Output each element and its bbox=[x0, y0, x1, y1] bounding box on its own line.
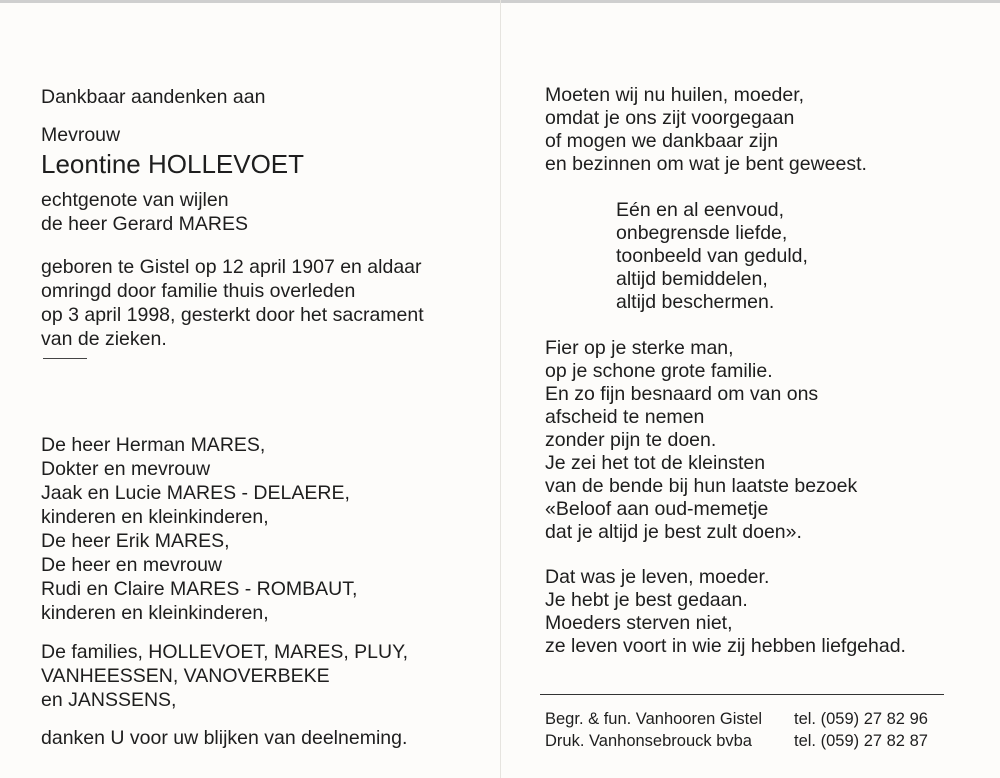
footer-printer: Druk. Vanhonsebrouck bvba bbox=[545, 732, 752, 750]
family-line: kinderen en kleinkinderen, bbox=[41, 602, 269, 624]
family-line: De heer Herman MARES, bbox=[41, 434, 266, 456]
footer-undertaker-phone: tel. (059) 27 82 96 bbox=[794, 710, 928, 728]
center-fold bbox=[500, 0, 501, 778]
poem-line: Je hebt je best gedaan. bbox=[545, 589, 748, 611]
spouse-line-1: echtgenote van wijlen bbox=[41, 189, 229, 211]
poem-line: En zo fijn besnaard om van ons bbox=[545, 383, 819, 405]
families-line: De families, HOLLEVOET, MARES, PLUY, bbox=[41, 641, 409, 663]
poem-line-indented: Eén en al eenvoud, bbox=[616, 199, 785, 221]
family-line: kinderen en kleinkinderen, bbox=[41, 506, 269, 528]
poem-line: en bezinnen om wat je bent geweest. bbox=[545, 153, 867, 175]
deceased-name: Leontine HOLLEVOET bbox=[41, 149, 305, 179]
poem-line: omdat je ons zijt voorgegaan bbox=[545, 107, 795, 129]
footer-printer-phone: tel. (059) 27 82 87 bbox=[794, 732, 928, 750]
bio-line: geboren te Gistel op 12 april 1907 en aldaar bbox=[41, 256, 422, 278]
poem-line: Fier op je sterke man, bbox=[545, 337, 734, 359]
short-divider bbox=[43, 358, 87, 359]
family-line: Jaak en Lucie MARES - DELAERE, bbox=[41, 482, 350, 504]
poem-line: Dat was je leven, moeder. bbox=[545, 566, 770, 588]
poem-line: Moeten wij nu huilen, moeder, bbox=[545, 84, 805, 106]
families-line: VANHEESSEN, VANOVERBEKE bbox=[41, 665, 330, 687]
poem-line: of mogen we dankbaar zijn bbox=[545, 130, 779, 152]
poem-line: ze leven voort in wie zij hebben liefgehad. bbox=[545, 635, 906, 657]
poem-line: afscheid te nemen bbox=[545, 406, 705, 428]
families-line: en JANSSENS, bbox=[41, 689, 177, 711]
poem-line: Moeders sterven niet, bbox=[545, 612, 733, 634]
footer-divider bbox=[540, 694, 944, 695]
poem-line-indented: altijd bemiddelen, bbox=[616, 268, 768, 290]
poem-line: van de bende bij hun laatste bezoek bbox=[545, 475, 858, 497]
poem-line: dat je altijd je best zult doen». bbox=[545, 521, 802, 543]
bio-line: op 3 april 1998, gesterkt door het sacrament bbox=[41, 304, 424, 326]
poem-line-indented: onbegrensde liefde, bbox=[616, 222, 788, 244]
intro-text: Dankbaar aandenken aan bbox=[41, 86, 266, 108]
poem-line-indented: toonbeeld van geduld, bbox=[616, 245, 808, 267]
poem-line: «Beloof aan oud-memetje bbox=[545, 498, 769, 520]
poem-line-indented: altijd beschermen. bbox=[616, 291, 775, 313]
poem-line: Je zei het tot de kleinsten bbox=[545, 452, 766, 474]
family-line: De heer Erik MARES, bbox=[41, 530, 230, 552]
family-line: De heer en mevrouw bbox=[41, 554, 223, 576]
thanks-text: danken U voor uw blijken van deelneming. bbox=[41, 727, 408, 749]
poem-line: op je schone grote familie. bbox=[545, 360, 773, 382]
family-line: Rudi en Claire MARES - ROMBAUT, bbox=[41, 578, 358, 600]
bio-line: van de zieken. bbox=[41, 328, 167, 350]
spouse-line-2: de heer Gerard MARES bbox=[41, 213, 249, 235]
poem-line: zonder pijn te doen. bbox=[545, 429, 717, 451]
family-line: Dokter en mevrouw bbox=[41, 458, 211, 480]
footer-undertaker: Begr. & fun. Vanhooren Gistel bbox=[545, 710, 763, 728]
bio-line: omringd door familie thuis overleden bbox=[41, 280, 356, 302]
title-prefix: Mevrouw bbox=[41, 124, 121, 146]
